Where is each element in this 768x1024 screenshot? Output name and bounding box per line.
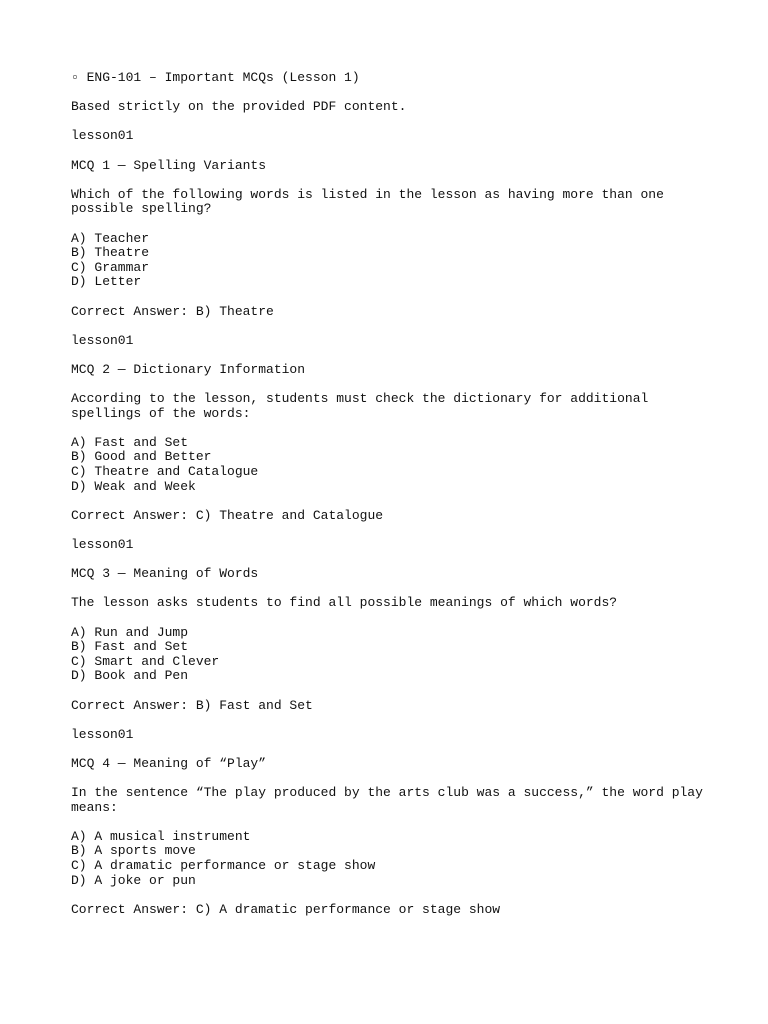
mcq-options — [71, 830, 711, 888]
mcq-options — [71, 232, 711, 290]
option-d: D) Weak and Week — [71, 478, 196, 494]
question-line: means: — [71, 799, 118, 815]
mcq-heading: MCQ 2 — Dictionary Information — [71, 361, 306, 377]
option-d: D) A joke or pun — [71, 872, 196, 888]
mcq-block — [71, 334, 711, 524]
mcq-heading: MCQ 1 — Spelling Variants — [71, 157, 267, 173]
option-d: D) Book and Pen — [71, 668, 189, 684]
option-c: C) A dramatic performance or stage show — [71, 858, 376, 874]
option-b: B) Fast and Set — [71, 639, 189, 655]
question-line: According to the lesson, students must check the dictionary for additional — [71, 391, 649, 407]
question-line: Which of the following words is listed in the lesson as having more than one — [71, 186, 664, 202]
mcq-heading: MCQ 3 — Meaning of Words — [71, 566, 259, 582]
question-line: The lesson asks students to find all possible meanings of which words? — [71, 595, 618, 611]
document-title: ▫ ENG-101 – Important MCQs (Lesson 1) — [71, 70, 360, 85]
option-b: B) A sports move — [71, 843, 196, 859]
option-b: B) Good and Better — [71, 449, 212, 465]
mcq-block — [71, 728, 711, 918]
option-c: C) Smart and Clever — [71, 653, 220, 669]
document-subtitle: Based strictly on the provided PDF content. — [71, 99, 407, 115]
mcq-options — [71, 626, 711, 684]
correct-answer: Correct Answer: B) Fast and Set — [71, 697, 313, 713]
mcq-heading: MCQ 4 — Meaning of “Play” — [71, 755, 267, 771]
lesson-tag: lesson01 — [71, 128, 134, 144]
option-a: A) Fast and Set — [71, 434, 189, 450]
option-a: A) Run and Jump — [71, 624, 189, 640]
option-d: D) Letter — [71, 274, 142, 290]
correct-answer: Correct Answer: C) A dramatic performance or stage show — [71, 901, 501, 917]
mcq-question — [71, 596, 711, 611]
lesson-tag: lesson01 — [71, 726, 134, 742]
document-page — [71, 71, 711, 932]
correct-answer: Correct Answer: B) Theatre — [71, 303, 274, 319]
lesson-tag: lesson01 — [71, 537, 134, 552]
mcq-question — [71, 392, 711, 421]
option-c: C) Theatre and Catalogue — [71, 464, 259, 480]
option-a: A) A musical instrument — [71, 828, 251, 844]
mcq-block — [71, 538, 711, 713]
correct-answer: Correct Answer: C) Theatre and Catalogue — [71, 507, 384, 523]
question-line: spellings of the words: — [71, 405, 251, 421]
option-b: B) Theatre — [71, 245, 150, 261]
question-line: possible spelling? — [71, 201, 212, 217]
lesson-tag: lesson01 — [71, 332, 134, 348]
option-c: C) Grammar — [71, 259, 150, 275]
mcq-block — [71, 129, 711, 319]
mcq-question — [71, 188, 711, 217]
option-a: A) Teacher — [71, 230, 150, 246]
question-line: In the sentence “The play produced by the arts club was a success,” the word play — [71, 785, 703, 801]
mcq-options — [71, 436, 711, 494]
mcq-question — [71, 786, 711, 815]
